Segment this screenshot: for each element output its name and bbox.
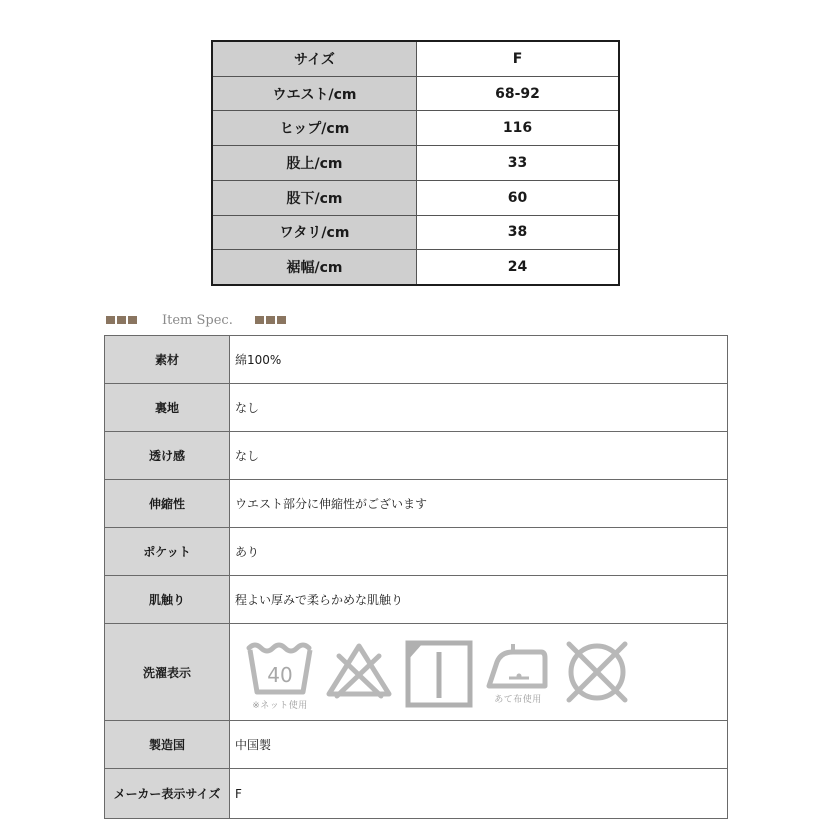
size-value: 68-92 — [417, 76, 620, 111]
size-value: 60 — [417, 180, 620, 215]
size-label: ヒップ/cm — [212, 111, 417, 146]
spec-value: 綿100% — [230, 336, 728, 384]
spec-row — [105, 480, 728, 528]
wash-icons-cell — [230, 624, 728, 721]
spec-value: なし — [230, 384, 728, 432]
spec-label: 洗濯表示 — [105, 624, 230, 721]
size-label: サイズ — [212, 41, 417, 76]
spec-label: ポケット — [105, 528, 230, 576]
wash-temp-label: 40 — [267, 662, 293, 687]
spec-label: 伸縮性 — [105, 480, 230, 528]
spec-value: あり — [230, 528, 728, 576]
line-dry-shade-icon — [403, 638, 475, 710]
decor-squares-left — [106, 316, 137, 324]
spec-value: ウエスト部分に伸縮性がございます — [230, 480, 728, 528]
spec-row — [105, 721, 728, 769]
no-dry-clean-icon — [561, 638, 633, 706]
spec-value: F — [230, 769, 728, 819]
spec-value: 中国製 — [230, 721, 728, 769]
spec-label: 素材 — [105, 336, 230, 384]
size-value: 116 — [417, 111, 620, 146]
spec-label: 裏地 — [105, 384, 230, 432]
wash-note: ※ネット使用 — [252, 700, 308, 711]
wash-tub-40-icon — [245, 638, 315, 711]
spec-value: 程よい厚みで柔らかめな肌触り — [230, 576, 728, 624]
size-label: ウエスト/cm — [212, 76, 417, 111]
size-row — [212, 180, 619, 215]
spec-row-wash — [105, 624, 728, 721]
no-bleach-icon — [323, 638, 395, 700]
size-row — [212, 146, 619, 181]
spec-row — [105, 384, 728, 432]
size-value: 33 — [417, 146, 620, 181]
size-row — [212, 215, 619, 250]
spec-row — [105, 769, 728, 819]
spec-label: 製造国 — [105, 721, 230, 769]
spec-label: 肌触り — [105, 576, 230, 624]
decor-squares-right — [255, 316, 286, 324]
size-label: 股上/cm — [212, 146, 417, 181]
spec-table — [104, 335, 728, 819]
spec-row — [105, 336, 728, 384]
size-table — [211, 40, 620, 286]
spec-label: メーカー表示サイズ — [105, 769, 230, 819]
spec-row — [105, 528, 728, 576]
spec-label: 透け感 — [105, 432, 230, 480]
size-label: ワタリ/cm — [212, 215, 417, 250]
size-row — [212, 76, 619, 111]
size-row — [212, 41, 619, 76]
size-row — [212, 111, 619, 146]
spec-value: なし — [230, 432, 728, 480]
size-row — [212, 250, 619, 285]
iron-low-icon — [483, 638, 553, 705]
spec-row — [105, 576, 728, 624]
size-value: 24 — [417, 250, 620, 285]
spec-section-header — [106, 310, 286, 330]
wash-note: あて布使用 — [494, 694, 542, 705]
spec-section-title: Item Spec. — [162, 312, 233, 328]
size-value: F — [417, 41, 620, 76]
size-value: 38 — [417, 215, 620, 250]
size-label: 裾幅/cm — [212, 250, 417, 285]
spec-row — [105, 432, 728, 480]
size-label: 股下/cm — [212, 180, 417, 215]
